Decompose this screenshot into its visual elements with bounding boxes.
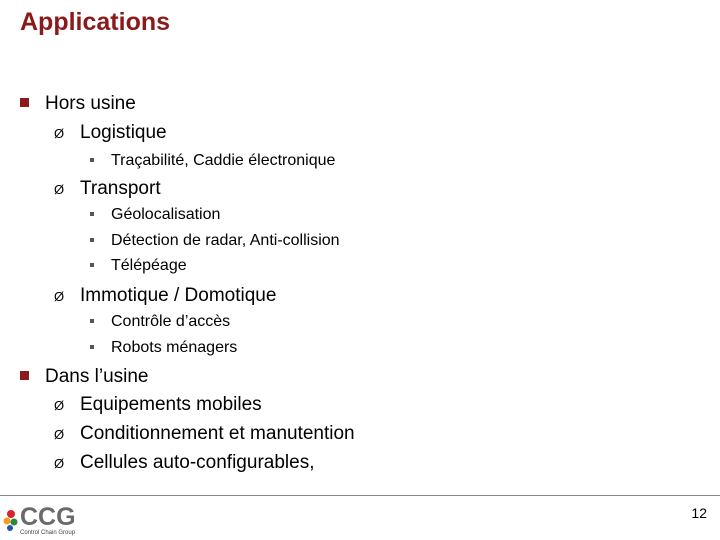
subsection-label: Logistique bbox=[80, 122, 167, 143]
subsection-transport bbox=[54, 178, 161, 200]
list-item: Ø Equipements mobiles bbox=[54, 394, 262, 415]
page-number: 12 bbox=[691, 505, 707, 521]
list-item: Robots ménagers bbox=[90, 339, 237, 357]
list-item: Géolocalisation bbox=[90, 206, 220, 224]
subsection-label: Transport bbox=[80, 178, 161, 199]
section-dans-usine bbox=[20, 366, 149, 388]
subsection-immotique bbox=[54, 285, 276, 307]
small-square-bullet-icon bbox=[90, 238, 94, 242]
arrow-bullet-icon: Ø bbox=[54, 289, 65, 304]
small-square-bullet-icon bbox=[90, 158, 94, 162]
list-item: Télépéage bbox=[90, 257, 187, 275]
list-item: Contrôle d’accès bbox=[90, 313, 230, 331]
logo-mark-icon bbox=[2, 507, 20, 533]
logo-text: CCG bbox=[20, 503, 76, 531]
arrow-bullet-icon: Ø bbox=[54, 427, 65, 442]
arrow-bullet-icon: Ø bbox=[54, 456, 65, 471]
footer-divider bbox=[0, 495, 720, 496]
small-square-bullet-icon bbox=[90, 345, 94, 349]
list-item: Ø Cellules auto-configurables, bbox=[54, 452, 315, 473]
subsection-logistique bbox=[54, 122, 167, 144]
section-label: Hors usine bbox=[45, 93, 136, 114]
list-item: Ø Conditionnement et manutention bbox=[54, 423, 355, 444]
list-item: Traçabilité, Caddie électronique bbox=[90, 152, 335, 170]
square-bullet-icon bbox=[20, 371, 29, 380]
small-square-bullet-icon bbox=[90, 212, 94, 216]
square-bullet-icon bbox=[20, 98, 29, 107]
list-item: Détection de radar, Anti-collision bbox=[90, 232, 340, 250]
subsection-label: Immotique / Domotique bbox=[80, 285, 277, 306]
logo-subtitle: Control Chain Group bbox=[20, 530, 76, 536]
arrow-bullet-icon: Ø bbox=[54, 398, 65, 413]
section-label: Dans l’usine bbox=[45, 366, 149, 387]
arrow-bullet-icon: Ø bbox=[54, 126, 65, 141]
arrow-bullet-icon: Ø bbox=[54, 182, 65, 197]
small-square-bullet-icon bbox=[90, 263, 94, 267]
small-square-bullet-icon bbox=[90, 319, 94, 323]
slide-title: Applications bbox=[20, 8, 171, 36]
section-hors-usine bbox=[20, 93, 136, 115]
ccg-logo bbox=[2, 503, 84, 539]
